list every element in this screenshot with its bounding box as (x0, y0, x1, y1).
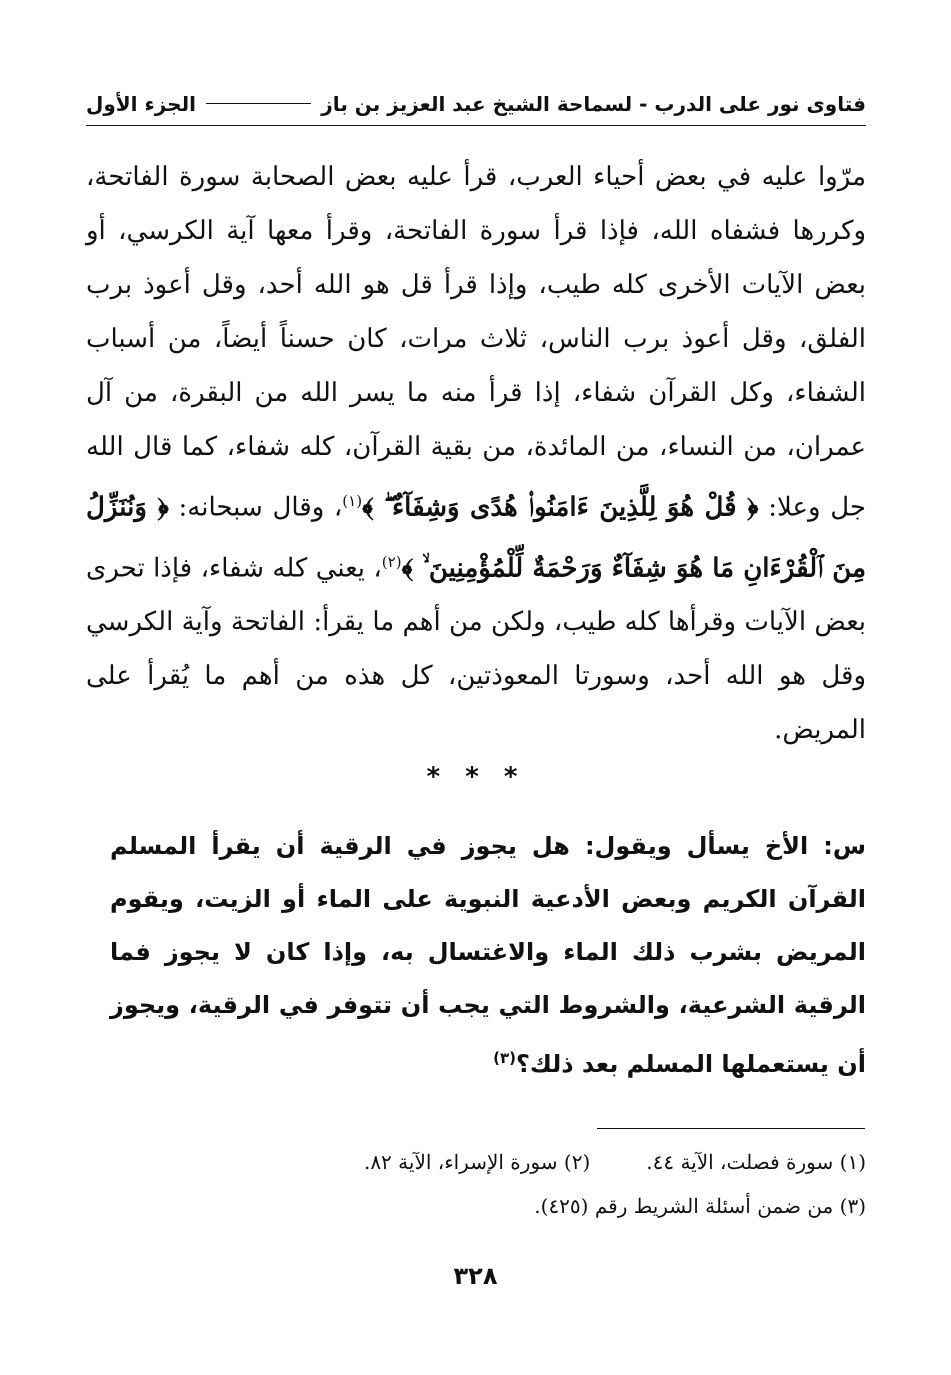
footnote-ref-3: (٣) (493, 1049, 516, 1067)
quran-verse-1: ﴿ قُلْ هُوَ لِلَّذِينَ ءَامَنُوا۟ هُدًى وَشِفَآءٌ ۖ ﴾ (362, 492, 759, 523)
volume-label: الجزء الأول (86, 91, 196, 116)
footnote-3: (٣) من ضمن أسئلة الشريط رقم (٤٢٥). (534, 1194, 866, 1218)
section-separator: * * * (426, 762, 526, 792)
text-after-quote: ، يعني كله شفاء، فإذا تحرى بعض الآيات وقرأها كله طيب، ولكن من أهم ما يقرأ: الفاتحة وآية الكرسي وقل هو الله أحد، وسورتا المعوذتين، كل هذه من أهم ما يُقرأ على المريض. (86, 553, 866, 746)
footnote-ref-1: (١) (342, 492, 363, 510)
question-label: س: (823, 832, 866, 860)
text-between-quotes: ، وقال سبحانه: (178, 492, 343, 523)
quran-verse-2: ﴿ وَنُنَزِّلُ مِنَ ٱلْقُرْءَانِ مَا هُوَ شِفَآءٌ وَرَحْمَةٌ لِّلْمُؤْمِنِينَ ۙ ﴾ (86, 492, 866, 584)
footnote-1: (١) سورة فصلت، الآية ٤٤. (646, 1150, 866, 1174)
book-title: فتاوى نور على الدرب - لسماحة الشيخ عبد العزيز بن باز (321, 91, 866, 116)
footnote-divider (597, 1128, 865, 1129)
main-text (86, 150, 866, 757)
question-block (110, 820, 866, 1091)
page-number: ٣٢٨ (453, 1262, 498, 1290)
footnote-2: (٢) سورة الإسراء، الآية ٨٢. (363, 1150, 591, 1174)
answer-paragraph (86, 150, 866, 757)
text-before-quote: مرّوا عليه في بعض أحياء العرب، قرأ عليه بعض الصحابة سورة الفاتحة، وكررها فشفاه الله، فإذا قرأ سورة الفاتحة، وقرأ معها آية الكرسي، أو بعض الآيات الأخرى كله طيب، وإذا قرأ قل هو الله أحد، وقل أعوذ برب الفلق، وقل أعوذ برب الناس، ثلاث مرات، كان حسناً أيضاً، من أسباب الشفاء، وكل القرآن شفاء، إذا قرأ منه ما يسر الله من البقرة، من آل عمران، من النساء، من المائدة، من بقية القرآن، كله شفاء، كما قال الله جل وعلا: (86, 162, 867, 523)
footnote-ref-2: (٢) (381, 552, 402, 571)
header-dash (206, 103, 311, 104)
running-header (86, 86, 866, 126)
question-text: الأخ يسأل ويقول: هل يجوز في الرقية أن يقرأ المسلم القرآن الكريم وبعض الأدعية النبوية على الماء أو الزيت، ويقوم المريض بشرب ذلك الماء والاغتسال به، وإذا كان لا يجوز فما الرقية الشرعية، والشروط التي يجب أن تتوفر في الرقية، ويجوز أن يستعملها المسلم بعد ذلك؟ (110, 832, 866, 1078)
footnotes (86, 1140, 866, 1228)
footnote-row (86, 1140, 866, 1184)
